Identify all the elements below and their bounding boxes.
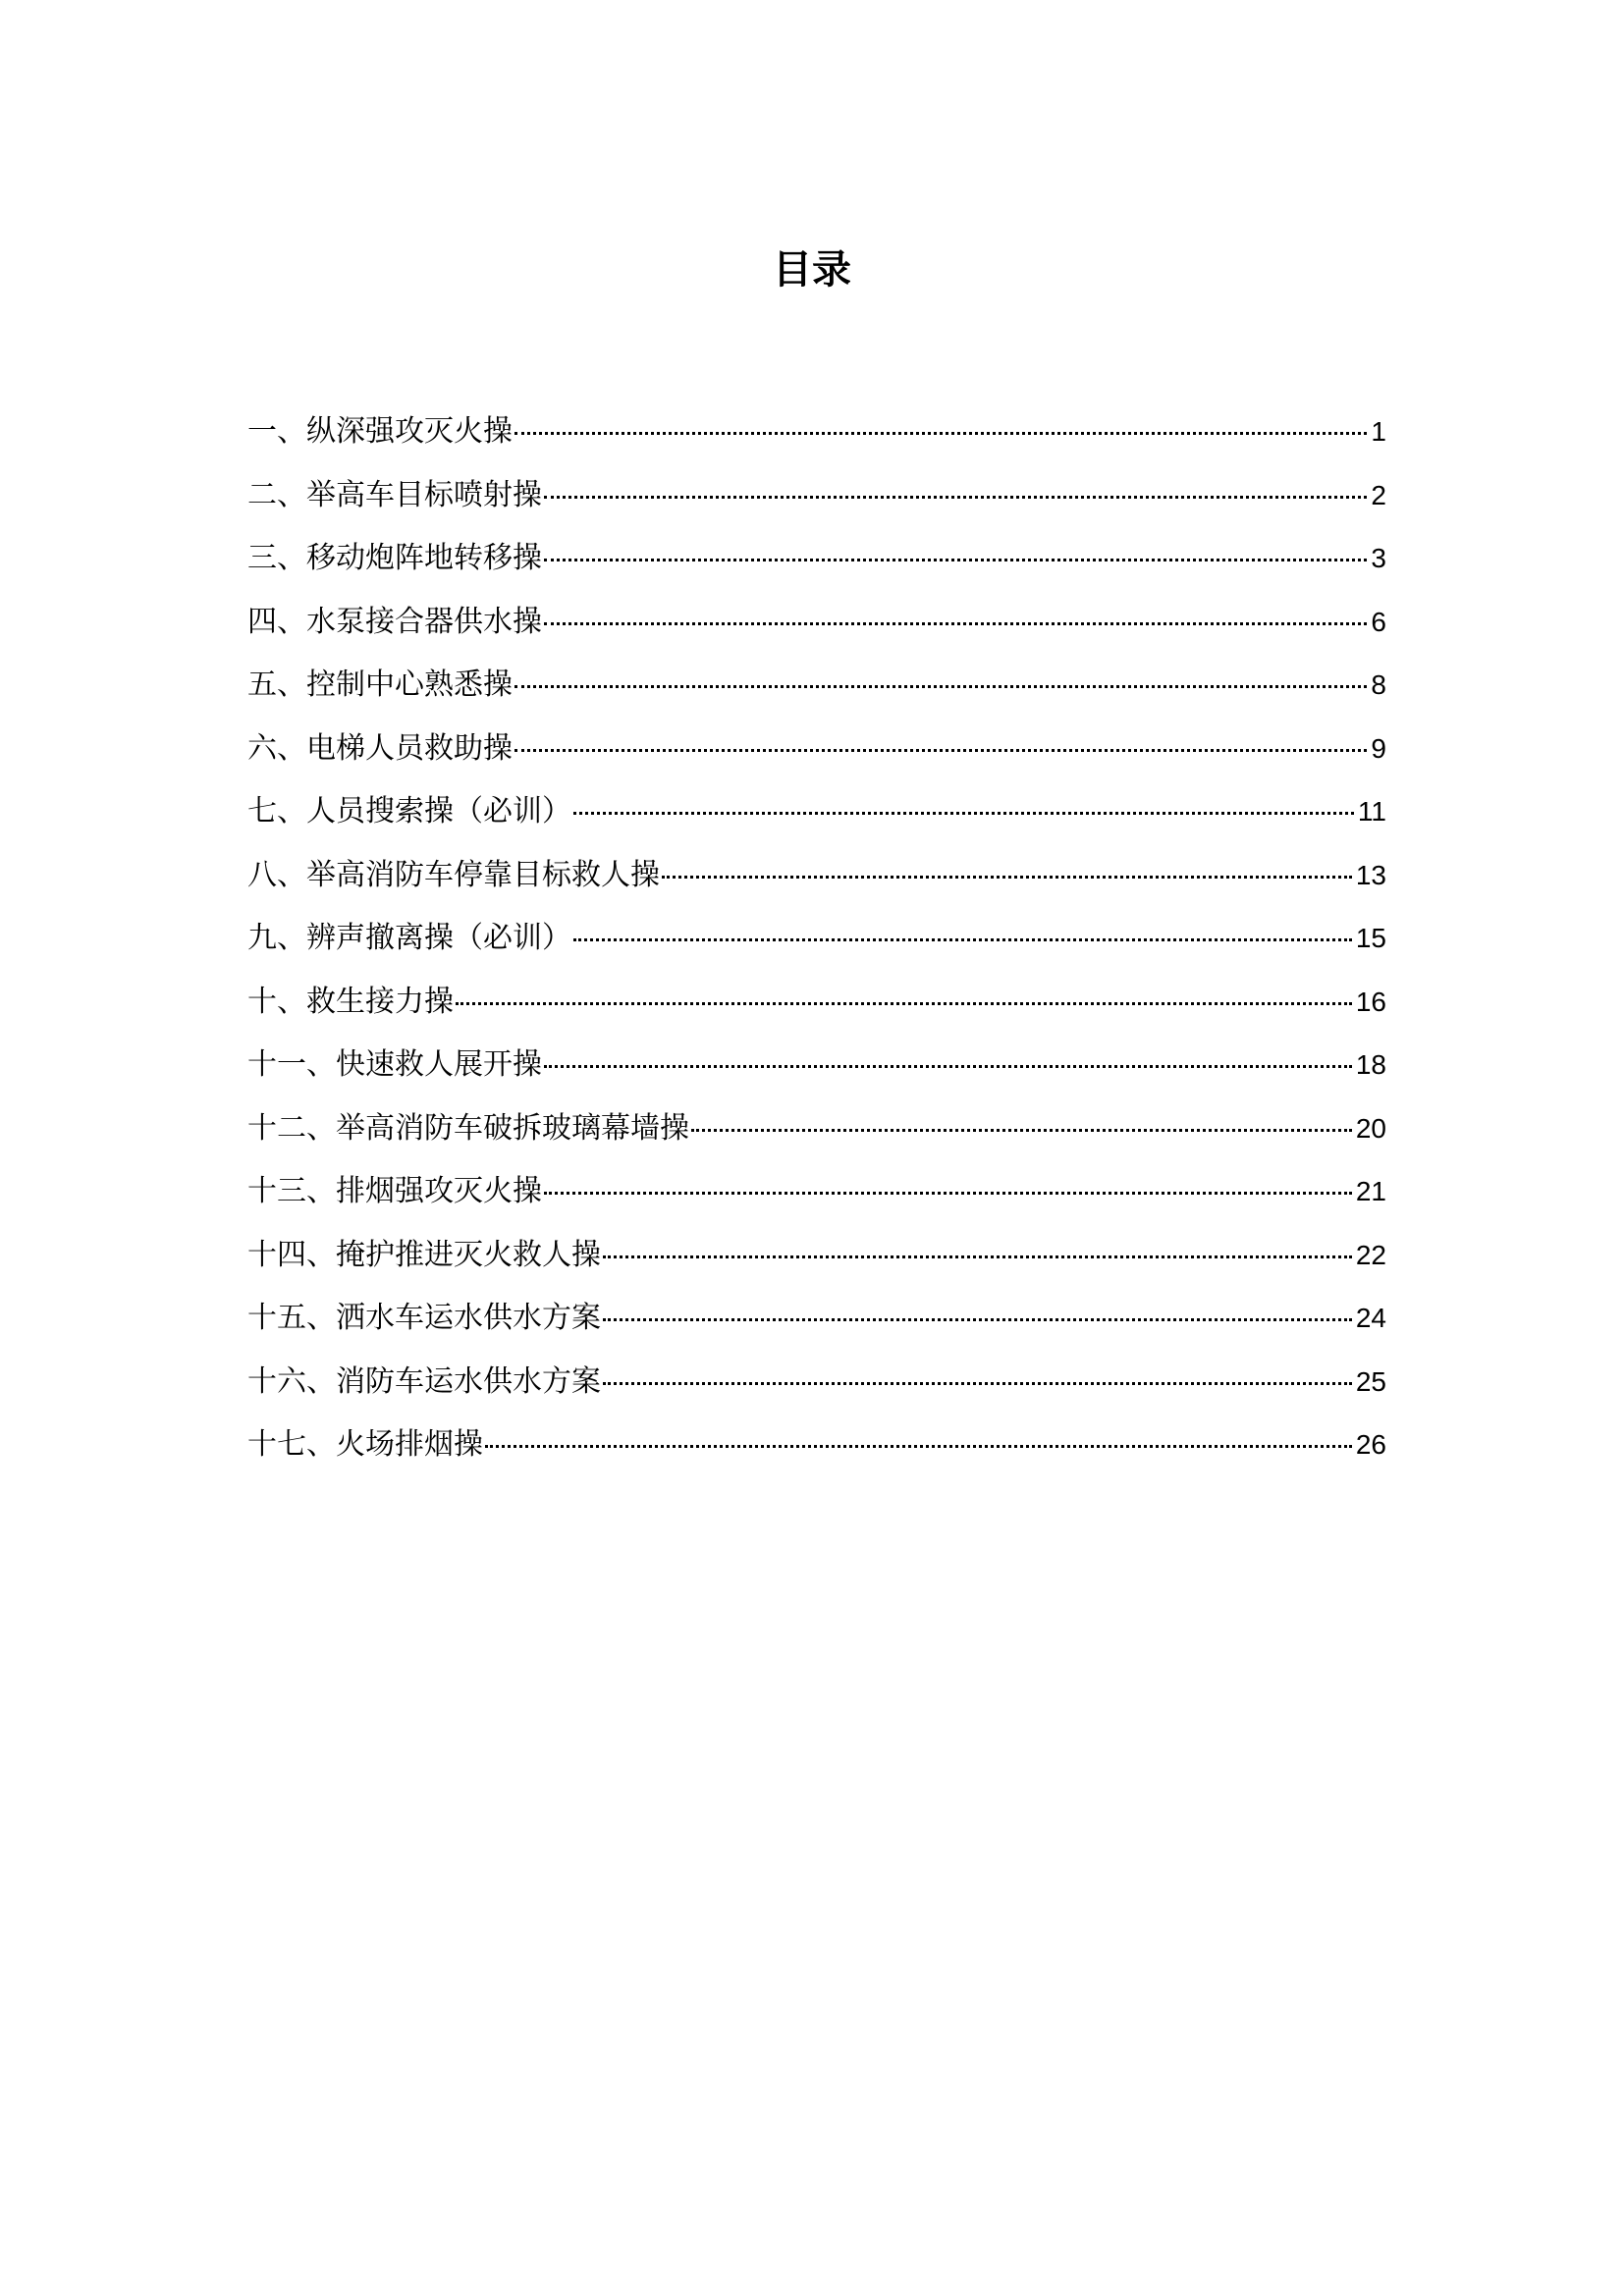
dot-leader [544, 496, 1367, 499]
page-title: 目录 [773, 247, 851, 293]
toc-entry-page: 15 [1355, 923, 1386, 953]
toc-entry-label: 一、纵深强攻灭火操 [247, 414, 513, 449]
toc-entry-label: 十、救生接力操 [247, 984, 454, 1019]
toc-entry-label: 七、人员搜索操（必训） [247, 794, 571, 828]
toc-entry[interactable] [247, 907, 1386, 971]
toc-entry[interactable] [247, 718, 1386, 781]
toc-entry-page: 9 [1371, 732, 1386, 764]
toc-entry-page: 2 [1371, 479, 1386, 510]
toc-entry-page: 20 [1355, 1112, 1386, 1144]
toc-entry-label: 八、举高消防车停靠目标救人操 [247, 857, 660, 892]
toc-entry-label: 九、辨声撤离操（必训） [247, 921, 571, 955]
dot-leader [514, 432, 1367, 435]
dot-leader [544, 622, 1367, 625]
toc-entry-label: 十七、火场排烟操 [247, 1427, 483, 1462]
table-of-contents [247, 400, 1386, 1477]
toc-entry-label: 四、水泵接合器供水操 [247, 604, 542, 639]
toc-entry-page: 11 [1357, 796, 1386, 827]
toc-entry-label: 十六、消防车运水供水方案 [247, 1363, 601, 1399]
toc-entry[interactable] [247, 1287, 1386, 1351]
toc-entry[interactable] [247, 654, 1386, 718]
toc-entry-label: 十三、排烟强攻灭火操 [247, 1174, 542, 1208]
toc-entry[interactable] [247, 1414, 1386, 1477]
toc-entry[interactable] [247, 1097, 1386, 1161]
toc-entry[interactable] [247, 400, 1386, 464]
dot-leader [691, 1129, 1352, 1132]
dot-leader [603, 1382, 1352, 1385]
dot-leader [485, 1445, 1352, 1448]
dot-leader [544, 559, 1367, 561]
toc-entry[interactable] [247, 1224, 1386, 1288]
toc-entry-page: 18 [1355, 1049, 1386, 1080]
toc-entry[interactable] [247, 527, 1386, 591]
toc-entry-page: 21 [1355, 1176, 1386, 1206]
dot-leader [456, 1002, 1352, 1005]
toc-entry-label: 五、控制中心熟悉操 [247, 667, 513, 702]
toc-entry-label: 十二、举高消防车破拆玻璃幕墙操 [247, 1110, 689, 1146]
toc-entry-page: 22 [1355, 1239, 1386, 1270]
dot-leader [603, 1255, 1352, 1258]
toc-entry-label: 十四、掩护推进灭火救人操 [247, 1237, 601, 1272]
toc-entry-label: 二、举高车目标喷射操 [247, 477, 542, 512]
toc-entry-label: 六、电梯人员救助操 [247, 730, 513, 766]
dot-leader [544, 1065, 1352, 1068]
toc-entry-page: 3 [1371, 543, 1386, 573]
toc-entry-page: 16 [1355, 986, 1386, 1017]
dot-leader [573, 938, 1352, 941]
toc-entry[interactable] [247, 1160, 1386, 1224]
toc-entry[interactable] [247, 1034, 1386, 1097]
toc-entry-label: 三、移动炮阵地转移操 [247, 541, 542, 575]
dot-leader [514, 749, 1367, 752]
toc-entry[interactable] [247, 844, 1386, 908]
toc-entry-page: 6 [1371, 606, 1386, 637]
toc-entry-page: 25 [1355, 1365, 1386, 1397]
toc-entry-label: 十五、洒水车运水供水方案 [247, 1301, 601, 1335]
dot-leader [603, 1318, 1352, 1321]
toc-entry-page: 8 [1371, 669, 1386, 700]
toc-entry-page: 1 [1371, 416, 1386, 447]
toc-entry-page: 13 [1355, 859, 1386, 890]
toc-entry[interactable] [247, 464, 1386, 528]
toc-entry-label: 十一、快速救人展开操 [247, 1047, 542, 1082]
toc-entry-page: 24 [1355, 1303, 1386, 1333]
toc-entry-page: 26 [1355, 1429, 1386, 1460]
toc-entry[interactable] [247, 780, 1386, 844]
dot-leader [514, 685, 1367, 688]
dot-leader [573, 812, 1354, 815]
dot-leader [662, 876, 1352, 879]
toc-entry[interactable] [247, 971, 1386, 1035]
dot-leader [544, 1192, 1352, 1195]
toc-entry[interactable] [247, 1351, 1386, 1415]
toc-entry[interactable] [247, 591, 1386, 655]
